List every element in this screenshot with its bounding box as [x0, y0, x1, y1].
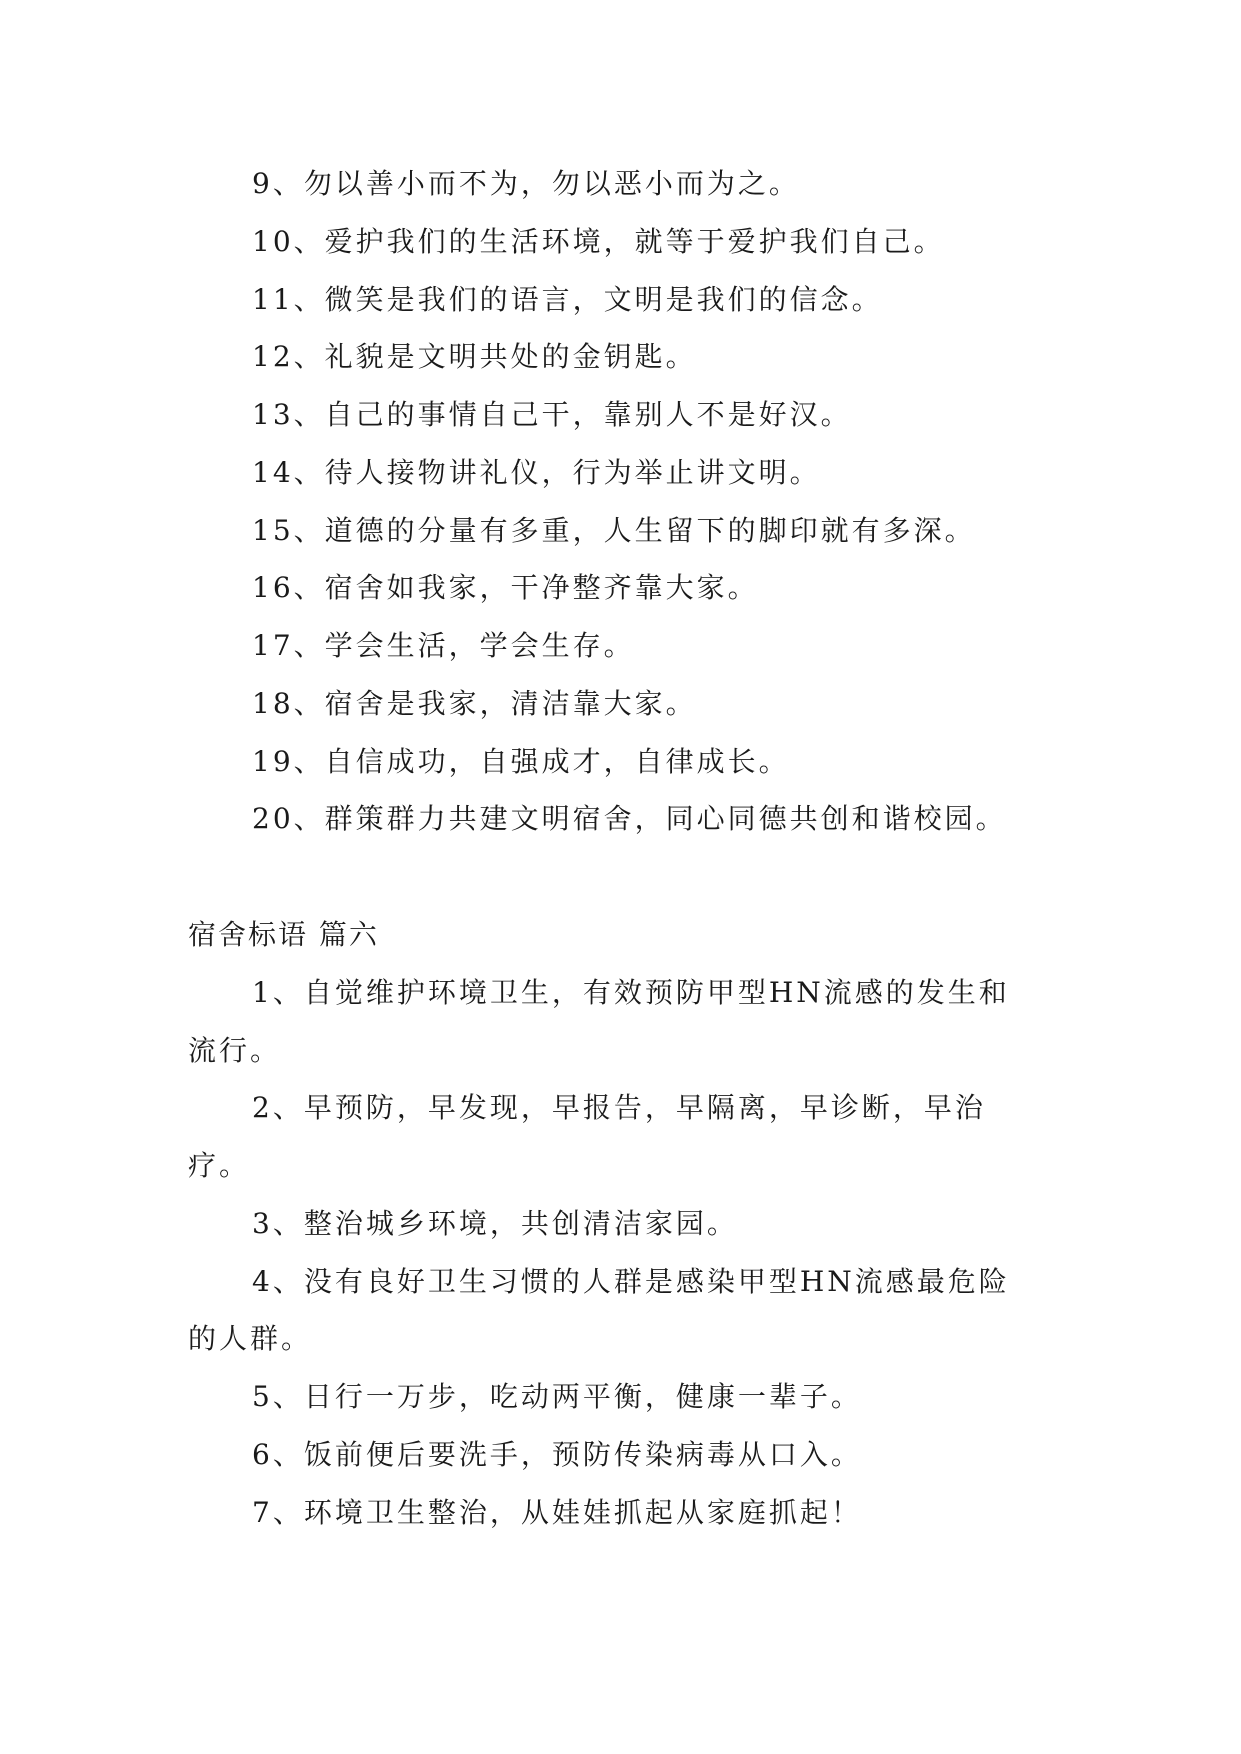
slogan-item-12: 12、礼貌是文明共处的金钥匙。	[252, 340, 697, 373]
section-six-item-3: 3、整治城乡环境，共创清洁家园。	[252, 1207, 738, 1240]
slogan-item-18: 18、宿舍是我家，清洁靠大家。	[252, 687, 697, 720]
slogan-item-19: 19、自信成功，自强成才，自律成长。	[252, 745, 790, 778]
section-six-item-4-line2: 的人群。	[188, 1322, 313, 1355]
section-six-item-1-line2: 流行。	[188, 1034, 282, 1067]
slogan-item-13: 13、自己的事情自己干，靠别人不是好汉。	[252, 398, 852, 431]
section-heading: 宿舍标语 篇六	[188, 918, 379, 951]
section-six-item-2-line2: 疗。	[188, 1149, 251, 1182]
slogan-item-17: 17、学会生活，学会生存。	[252, 629, 635, 662]
slogan-item-16: 16、宿舍如我家，干净整齐靠大家。	[252, 571, 759, 604]
section-six-item-4-line1: 4、没有良好卫生习惯的人群是感染甲型HN流感最危险	[252, 1265, 1010, 1298]
section-six-item-2-line1: 2、早预防，早发现，早报告，早隔离，早诊断，早治	[252, 1091, 986, 1124]
slogan-item-9: 9、勿以善小而不为，勿以恶小而为之。	[252, 167, 800, 200]
slogan-item-20: 20、群策群力共建文明宿舍，同心同德共创和谐校园。	[252, 802, 1007, 835]
slogan-item-11: 11、微笑是我们的语言，文明是我们的信念。	[252, 283, 883, 316]
slogan-item-10: 10、爱护我们的生活环境，就等于爱护我们自己。	[252, 225, 945, 258]
section-six-item-7: 7、环境卫生整治，从娃娃抓起从家庭抓起！	[252, 1496, 862, 1529]
section-six-item-6: 6、饭前便后要洗手，预防传染病毒从口入。	[252, 1438, 862, 1471]
slogan-item-14: 14、待人接物讲礼仪，行为举止讲文明。	[252, 456, 821, 489]
section-six-item-1-line1: 1、自觉维护环境卫生，有效预防甲型HN流感的发生和	[252, 976, 1010, 1009]
section-six-item-5: 5、日行一万步，吃动两平衡，健康一辈子。	[252, 1380, 862, 1413]
slogan-item-15: 15、道德的分量有多重，人生留下的脚印就有多深。	[252, 514, 976, 547]
